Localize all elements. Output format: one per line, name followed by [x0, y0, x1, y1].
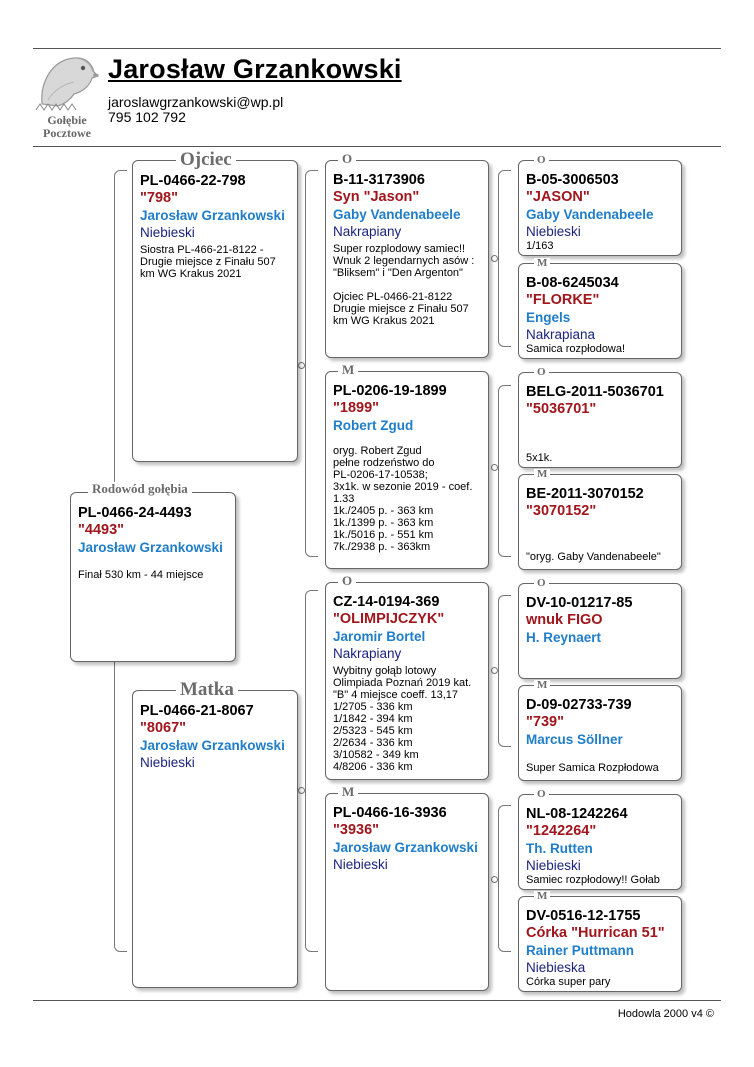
footer-rule [33, 1000, 721, 1001]
ring-number: CZ-14-0194-369 [333, 594, 440, 610]
connector-mm [498, 805, 511, 952]
pigeon-name: Syn "Jason" [333, 189, 420, 205]
sire-marker: O [534, 578, 549, 589]
breeder-name: Engels [526, 310, 571, 325]
ring-number: NL-08-1242264 [526, 806, 628, 822]
ring-number: PL-0206-19-1899 [333, 383, 447, 399]
sire-marker: O [338, 152, 356, 166]
logo-text-2: Pocztowe [43, 126, 91, 140]
connector-dot [298, 787, 305, 794]
pigeon-notes: oryg. Robert Zgud pełne rodzeństwo do PL-0206-17-10538; 3x1k. w sezonie 2019 - coef. 1.33 1k./2405 p. - 363 km 1k./1399 p. - 363 km 1k./5016 p. - 551 km 7k./2938 p. - 363km [333, 445, 473, 553]
pigeon-name: "OLIMPIJCZYK" [333, 611, 445, 627]
pigeon-card[interactable] [70, 492, 236, 662]
owner-phone: 795 102 792 [108, 109, 186, 125]
breeder-name: Robert Zgud [333, 418, 414, 433]
pigeon-notes: Finał 530 km - 44 miejsce [78, 569, 204, 581]
father-card[interactable] [132, 160, 298, 462]
pigeon-notes: Super rozplodowy samiec!! Wnuk 2 legendarnych asów : "Bliksem" i "Den Argenton" Ojciec PL-0466-21-8122 Drugie miejsce z Finału 507 km WG Krakus 2021 [333, 243, 475, 327]
connector-dot [491, 255, 498, 262]
pigeon-color: Nakrapiany [333, 224, 402, 239]
ffm-card[interactable] [518, 263, 682, 359]
connector-mf [498, 595, 511, 747]
connector-ff [498, 170, 511, 347]
pigeon-label: Rodowód gołębia [88, 482, 192, 496]
pigeon-color: Nakrapiany [333, 646, 402, 661]
pigeon-notes: Samica rozpłodowa! [526, 343, 626, 355]
father-mother-card[interactable] [325, 371, 489, 569]
mfm-card[interactable] [518, 685, 682, 781]
dam-marker: M [534, 469, 550, 480]
dam-marker: M [534, 891, 550, 902]
ring-number: DV-10-01217-85 [526, 595, 633, 611]
ring-number: BE-2011-3070152 [526, 486, 644, 502]
fff-card[interactable] [518, 160, 682, 256]
ring-number: B-05-3006503 [526, 172, 619, 188]
mmf-card[interactable] [518, 794, 682, 890]
dam-marker: M [338, 785, 358, 799]
breeder-name: Rainer Puttmann [526, 943, 635, 958]
owner-name: Jarosław Grzankowski [108, 54, 402, 84]
breeder-name: H. Reynaert [526, 630, 602, 645]
sire-marker: O [534, 367, 549, 378]
pigeon-name: "798" [140, 190, 178, 206]
connector-fm [498, 385, 511, 557]
sire-marker: O [534, 155, 549, 166]
pigeon-name: "8067" [140, 720, 187, 736]
pigeon-name: "4493" [78, 522, 125, 538]
breeder-name: Jarosław Grzankowski [140, 738, 285, 753]
header-rule [33, 146, 721, 147]
pigeon-name: "3070152" [526, 503, 597, 519]
ring-number: B-11-3173906 [333, 172, 425, 188]
owner-email[interactable]: jaroslawgrzankowski@wp.pl [108, 94, 284, 110]
mother-father-card[interactable] [325, 582, 489, 780]
breeder-name: Marcus Söllner [526, 732, 623, 747]
breeder-name: Jaromir Bortel [333, 629, 426, 644]
connector-dot [491, 667, 498, 674]
breeder-name: Th. Rutten [526, 841, 593, 856]
connector-dot [491, 876, 498, 883]
dam-marker: M [534, 680, 550, 691]
pigeon-notes: 1/163 [526, 240, 554, 252]
pigeon-color: Niebieski [140, 755, 195, 770]
footer-text: Hodowla 2000 v4 © [617, 1008, 714, 1020]
ring-number: D-09-02733-739 [526, 697, 632, 713]
fmf-card[interactable] [518, 372, 682, 468]
breeder-name: Gaby Vandenabeele [526, 207, 654, 222]
pigeon-name: Córka "Hurrican 51" [526, 925, 665, 941]
pigeon-notes: Wybitny gołąb lotowy Olimpiada Poznań 2019 kat. "B" 4 miejsce coeff. 13,17 1/2705 - 336 km 1/1842 - 394 km 2/5323 - 545 km 2/2634 - 336 km 3/10582 - 349 km 4/8206 - 336 km [333, 665, 472, 773]
pigeon-color: Nakrapiana [526, 327, 596, 342]
breeder-name: Gaby Vandenabeele [333, 207, 461, 222]
ring-number: B-08-6245034 [526, 275, 619, 291]
mother-card[interactable] [132, 690, 298, 988]
pigeon-notes: "oryg. Gaby Vandenabeele" [526, 551, 661, 563]
sire-marker: O [534, 789, 549, 800]
pigeon-color: Niebieska [526, 960, 586, 975]
logo-text-1: Gołębie [47, 113, 87, 127]
connector-dot [298, 362, 305, 369]
dam-marker: M [338, 363, 358, 377]
pigeon-notes: Samiec rozpłodowy!! Gołab [526, 874, 660, 886]
father-label: Ojciec [176, 150, 236, 170]
mff-card[interactable] [518, 583, 682, 679]
pigeon-name: "1242264" [526, 823, 597, 839]
ring-number: PL-0466-24-4493 [78, 505, 192, 521]
dam-marker: M [534, 258, 550, 269]
ring-number: PL-0466-16-3936 [333, 805, 447, 821]
pigeon-notes: Córka super pary [526, 976, 611, 988]
pigeon-name: "JASON" [526, 189, 590, 205]
pigeon-color: Niebieski [333, 857, 388, 872]
pigeon-name: "1899" [333, 400, 380, 416]
ring-number: DV-0516-12-1755 [526, 908, 641, 924]
sire-marker: O [338, 574, 356, 588]
pigeon-name: "5036701" [526, 401, 597, 417]
connector-mother [305, 590, 318, 952]
top-rule [33, 48, 721, 49]
breeder-name: Jarosław Grzankowski [140, 208, 285, 223]
pigeon-color: Niebieski [140, 225, 195, 240]
mmm-card[interactable] [518, 896, 682, 992]
mother-label: Matka [176, 680, 238, 700]
ring-number: PL-0466-21-8067 [140, 703, 254, 719]
pigeon-color: Niebieski [526, 858, 581, 873]
connector-father [305, 170, 318, 557]
ring-number: PL-0466-22-798 [140, 173, 246, 189]
pigeon-name: "FLORKE" [526, 292, 600, 308]
pigeon-name: wnuk FIGO [526, 612, 603, 628]
fmm-card[interactable] [518, 474, 682, 570]
pigeon-name: "739" [526, 714, 564, 730]
pigeon-notes: 5x1k. [526, 452, 553, 464]
pigeon-color: Niebieski [526, 224, 581, 239]
pigeon-name: "3936" [333, 822, 380, 838]
father-father-card[interactable] [325, 160, 489, 358]
pigeon-notes: Super Samica Rozpłodowa [526, 762, 659, 774]
ring-number: BELG-2011-5036701 [526, 384, 664, 400]
mother-mother-card[interactable] [325, 793, 489, 991]
connector-dot [491, 464, 498, 471]
breeder-name: Jarosław Grzankowski [333, 840, 478, 855]
breeder-name: Jarosław Grzankowski [78, 540, 223, 555]
pigeon-notes: Siostra PL-466-21-8122 - Drugie miejsce z Finału 507 km WG Krakus 2021 [140, 244, 276, 280]
